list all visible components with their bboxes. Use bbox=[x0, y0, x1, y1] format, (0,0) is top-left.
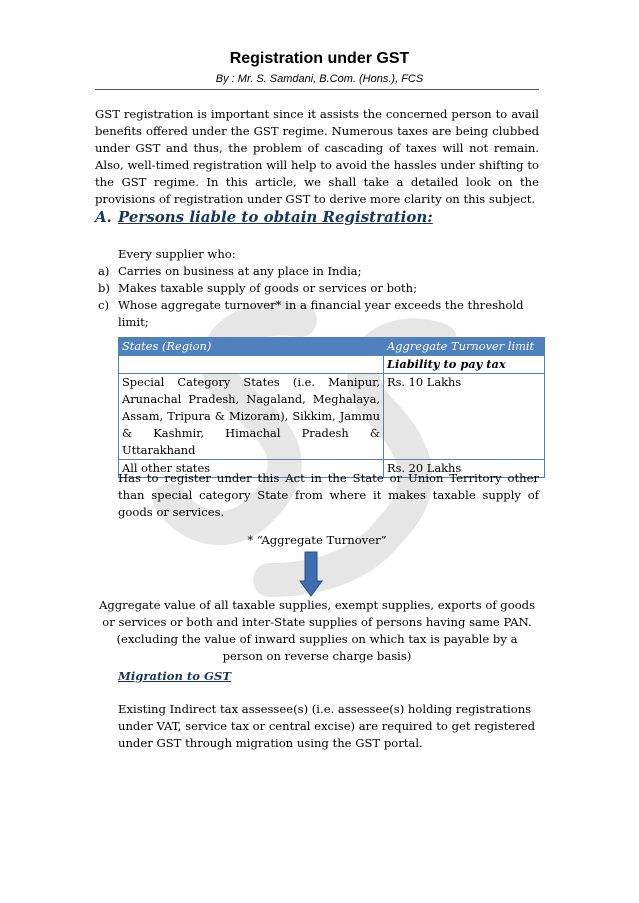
migration-heading: Migration to GST bbox=[118, 669, 231, 683]
aggregate-exclusion: (excluding the value of inward supplies on which tax is payable by a person on reverse charge basis) bbox=[116, 632, 518, 663]
list-item-text: Makes taxable supply of goods or services or both; bbox=[118, 281, 418, 295]
table-header-row bbox=[119, 338, 545, 356]
section-a-number: A. bbox=[95, 208, 112, 226]
region-cell: Special Category States (i.e. Manipur, Arunachal Pradesh, Nagaland, Meghalaya, Assam, Tripura & Mizoram), Sikkim, Jammu & Kashmir, Himachal Pradesh & Uttarakhand bbox=[119, 374, 384, 460]
list-item-text: Carries on business at any place in India; bbox=[118, 264, 362, 278]
aggregate-turnover-label: * “Aggregate Turnover” bbox=[247, 533, 387, 547]
list-item-label: c) bbox=[98, 298, 110, 312]
list-item-text: Whose aggregate turnover* in a financial year exceeds the threshold limit; bbox=[118, 298, 524, 329]
list-item bbox=[98, 280, 538, 297]
turnover-limit-table bbox=[118, 337, 545, 478]
author-byline: By : Mr. S. Samdani, B.Com. (Hons.), FCS bbox=[215, 73, 424, 85]
column-subheader-liability: Liability to pay tax bbox=[384, 356, 545, 374]
column-header-states: States (Region) bbox=[119, 338, 384, 356]
table-row bbox=[119, 374, 545, 460]
empty-cell bbox=[119, 356, 384, 374]
column-header-turnover: Aggregate Turnover limit bbox=[384, 338, 545, 356]
limit-cell: Rs. 20 Lakhs bbox=[384, 460, 545, 478]
list-item-label: a) bbox=[98, 264, 110, 278]
list-item bbox=[98, 263, 538, 280]
criteria-list bbox=[98, 263, 538, 331]
limit-cell: Rs. 10 Lakhs bbox=[384, 374, 545, 460]
migration-paragraph: Existing Indirect tax assessee(s) (i.e. assessee(s) holding registrations under VAT, service tax or central excise) are required to get registered under GST through migration using the GST portal. bbox=[118, 702, 536, 750]
aggregate-definition: Aggregate value of all taxable supplies, exempt supplies, exports of goods or services or both and inter-State supplies of persons having same PAN. bbox=[98, 598, 536, 629]
intro-paragraph: GST registration is important since it assists the concerned person to avail benefits offered under the GST regime. Numerous taxes are being clubbed under GST and thus, the problem of cascading of taxes will not remain. Also, well-timed registration will help to avoid the hassles under shifting to the GST regime. In this article, we shall take a detailed look on the provisions of registration under GST to derive more clarity on this subject. bbox=[95, 107, 539, 206]
list-item-label: b) bbox=[98, 281, 110, 295]
header-rule bbox=[95, 89, 539, 90]
section-a-title: Persons liable to obtain Registration: bbox=[118, 208, 433, 226]
section-a-heading bbox=[95, 208, 433, 226]
region-cell: All other states bbox=[119, 460, 384, 478]
section-a-lead: Every supplier who: bbox=[118, 247, 236, 261]
register-paragraph: Has to register under this Act in the State or Union Territory other than special category State from where it makes taxable supply of goods or services. bbox=[118, 471, 539, 519]
list-item bbox=[98, 297, 538, 331]
table-subheader-row bbox=[119, 356, 545, 374]
down-arrow-icon bbox=[299, 551, 323, 597]
document-title: Registration under GST bbox=[229, 50, 410, 67]
